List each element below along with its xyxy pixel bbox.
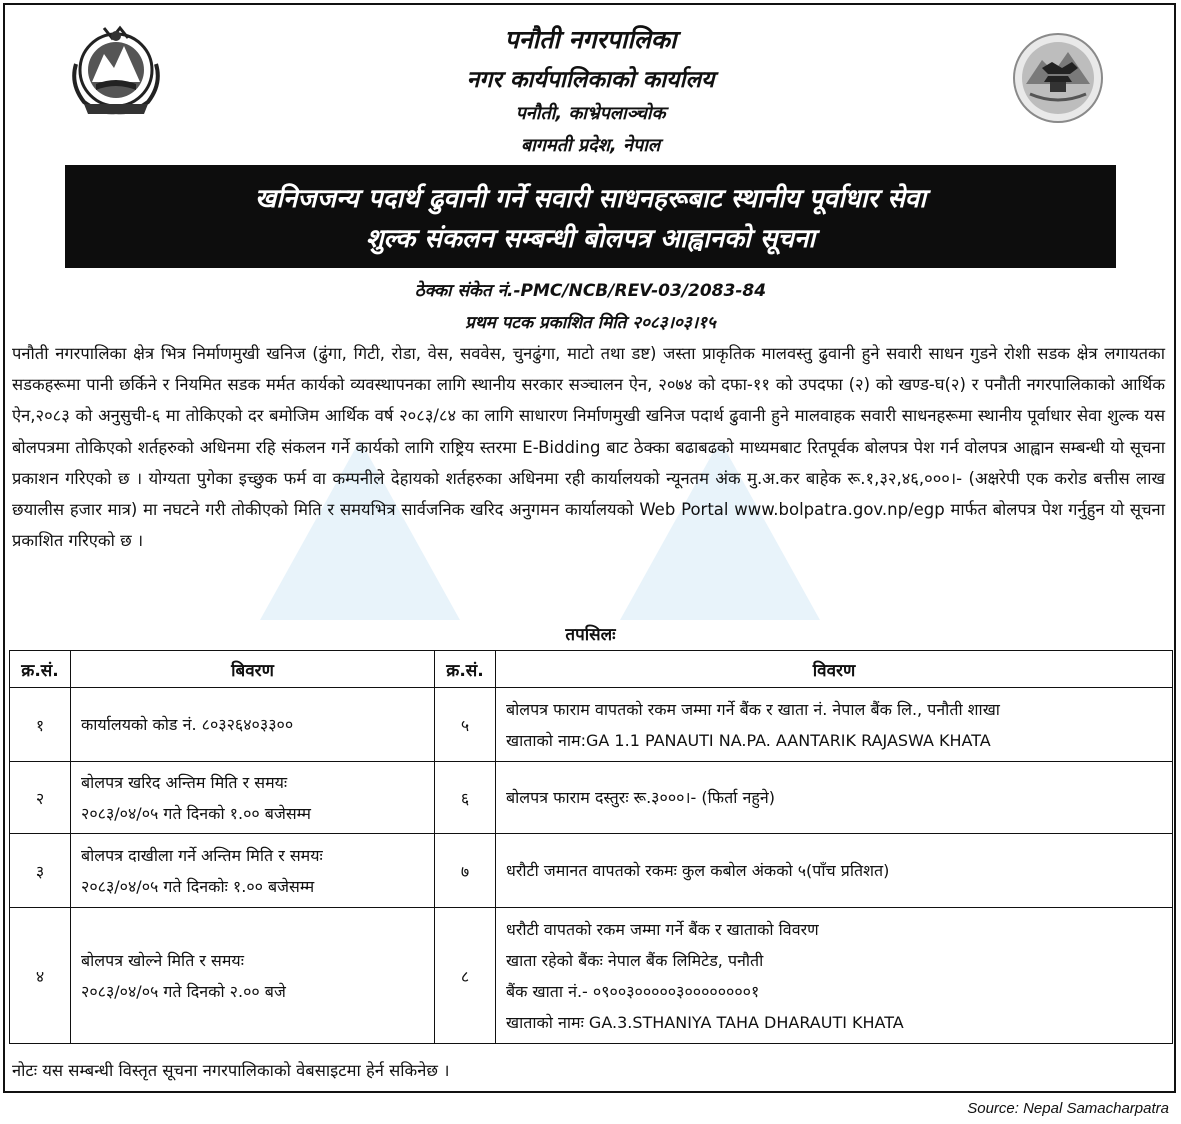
header-description-left: बिवरण [71,651,435,688]
serial-number: ३ [10,834,71,908]
org-name: पनौती नगरपालिका [504,25,677,54]
serial-number: ७ [435,834,496,908]
description-line: २०८३/०४/०५ गते दिनको १.०० बजेसम्म [81,803,311,823]
description-line: कार्यालयको कोड नं. ८०३२६४०३३०० [81,715,294,734]
header-description-right: विवरण [496,651,1173,688]
description-cell [496,688,1173,762]
description-cell [71,688,435,762]
source-credit: Source: Nepal Samacharpatra [967,1100,1169,1117]
table-row [10,834,1173,908]
description-line: बोलपत्र दाखीला गर्ने अन्तिम मिति र समयः [81,845,323,865]
table-row [10,762,1173,834]
serial-number: ४ [10,908,71,1044]
notice-title-line-2: शुल्क संकलन सम्बन्धी बोलपत्र आह्वानको सूचना [365,224,816,254]
published-date: प्रथम पटक प्रकाशित मिति २०८३।०३।१५ [465,313,716,333]
description-cell [496,834,1173,908]
header-serial-left: क्र.सं. [10,651,71,688]
description-line: २०८३/०४/०५ गते दिनकोः १.०० बजेसम्म [81,876,315,896]
serial-number: ८ [435,908,496,1044]
description-line: बोलपत्र खोल्ने मिति र समयः [81,950,244,970]
notice-title-line-1: खनिजजन्य पदार्थ ढुवानी गर्ने सवारी साधनहरूबाट स्थानीय पूर्वाधार सेवा [255,184,926,214]
description-line: खाताको नामः GA.3.STHANIYA TAHA DHARAUTI KHATA [506,1012,904,1032]
description-cell [496,908,1173,1044]
description-cell [71,908,435,1044]
serial-number: ५ [435,688,496,762]
office-name: नगर कार्यपालिकाको कार्यालय [466,67,715,93]
notice-title-banner [65,165,1116,268]
contract-number: ठेक्का संकेत नं.-PMC/NCB/REV-03/2083-84 [414,281,767,301]
table-caption: तपसिलः [565,625,616,645]
description-line: बोलपत्र खरिद अन्तिम मिति र समयः [81,772,288,792]
notice-body: पनौती नगरपालिका क्षेत्र भित्र निर्माणमुखी खनिज (ढुंगा, गिटी, रोडा, वेस, सववेस, चुनढुंगा, माटो तथा डष्ट) जस्ता प्राकृतिक मालवस्तु ढुवानी हुने सवारी साधन गुडने रोशी सडक क्षेत्र लगायतका सडकहरूमा पानी छर्किने र नियमित सडक मर्मत कार्यको व्यवस्थापनका लागि स्थानीय सरकार सञ्चालन ऐन, २०७४ को दफा-११ को उपदफा (२) को खण्ड-घ(२) र पनौती नगरपालिकाको आर्थिक ऐन,२०८३ को अनुसुची-६ मा तोकिएको दर बमोजिम आर्थिक वर्ष २०८३/८४ का लागि साधारण निर्माणमुखी खनिज पदार्थ ढुवानी हुने मालवाहक सवारी साधनहरूमा स्थानीय पूर्वाधार सेवा शुल्क यस बोलपत्रमा तोकिएको शर्तहरुको अधिनमा रहि संकलन गर्ने कार्यको लागि राष्ट्रिय स्तरमा E-Bidding बाट ठेक्का बढाबढको माध्यमबाट रितपूर्वक बोलपत्र पेश गर्न वोलपत्र आह्वान सम्बन्धी यो सूचना प्रकाशन गरिएको छ । योग्यता पुगेका इच्छुक फर्म वा कम्पनीले देहायको शर्तहरुका अधिनमा रही कार्यालयको न्यूनतम अंक मु.अ.कर बाहेक रू.१,३२,४६,०००।- (अक्षरेपी एक करोड बत्तीस लाख छयालीस हजार मात्र) मा नघटने गरी तोकीएको मिति र समयभित्र सार्वजनिक खरिद अनुगमन कार्यालयको Web Portal www.bolpatra.gov.np/egp मार्फत बोलपत्र पेश गर्नुहुन यो सूचना प्रकाशित गरिएको छ । [12,344,1165,551]
description-line: धरौटी वापतको रकम जम्मा गर्ने बैंक र खाताको विवरण [506,919,819,939]
serial-number: २ [10,762,71,834]
description-line: २०८३/०४/०५ गते दिनको २.०० बजे [81,981,286,1001]
table-row [10,908,1173,1044]
description-cell [496,762,1173,834]
serial-number: १ [10,688,71,762]
header-serial-right: क्र.सं. [435,651,496,688]
table-header-row [10,651,1173,688]
description-line: खाता रहेको बैंकः नेपाल बैंक लिमिटेड, पनौती [506,950,764,970]
table-row [10,688,1173,762]
description-line: खाताको नाम:GA 1.1 PANAUTI NA.PA. AANTARIK RAJASWA KHATA [506,730,991,750]
address-line-2: बागमती प्रदेश, नेपाल [520,135,661,156]
serial-number: ६ [435,762,496,834]
description-line: बोलपत्र फाराम वापतको रकम जम्मा गर्ने बैंक र खाता नं. नेपाल बैंक लि., पनौती शाखा [506,699,1000,719]
description-cell [71,834,435,908]
footer-note: नोटः यस सम्बन्धी विस्तृत सूचना नगरपालिकाको वेबसाइटमा हेर्न सकिनेछ । [12,1061,450,1080]
description-line: धरौटी जमानत वापतको रकमः कुल कबोल अंकको ५(पाँच प्रतिशत) [506,861,890,880]
description-line: बोलपत्र फाराम दस्तुरः रू.३०००।- (फिर्ता नहुने) [506,788,775,807]
description-cell [71,762,435,834]
address-line-1: पनौती, काभ्रेपलाञ्चोक [515,103,666,124]
details-table [9,650,1173,1044]
description-line: बैंक खाता नं.- ०९००३०००००३००००००००१ [506,981,760,1001]
